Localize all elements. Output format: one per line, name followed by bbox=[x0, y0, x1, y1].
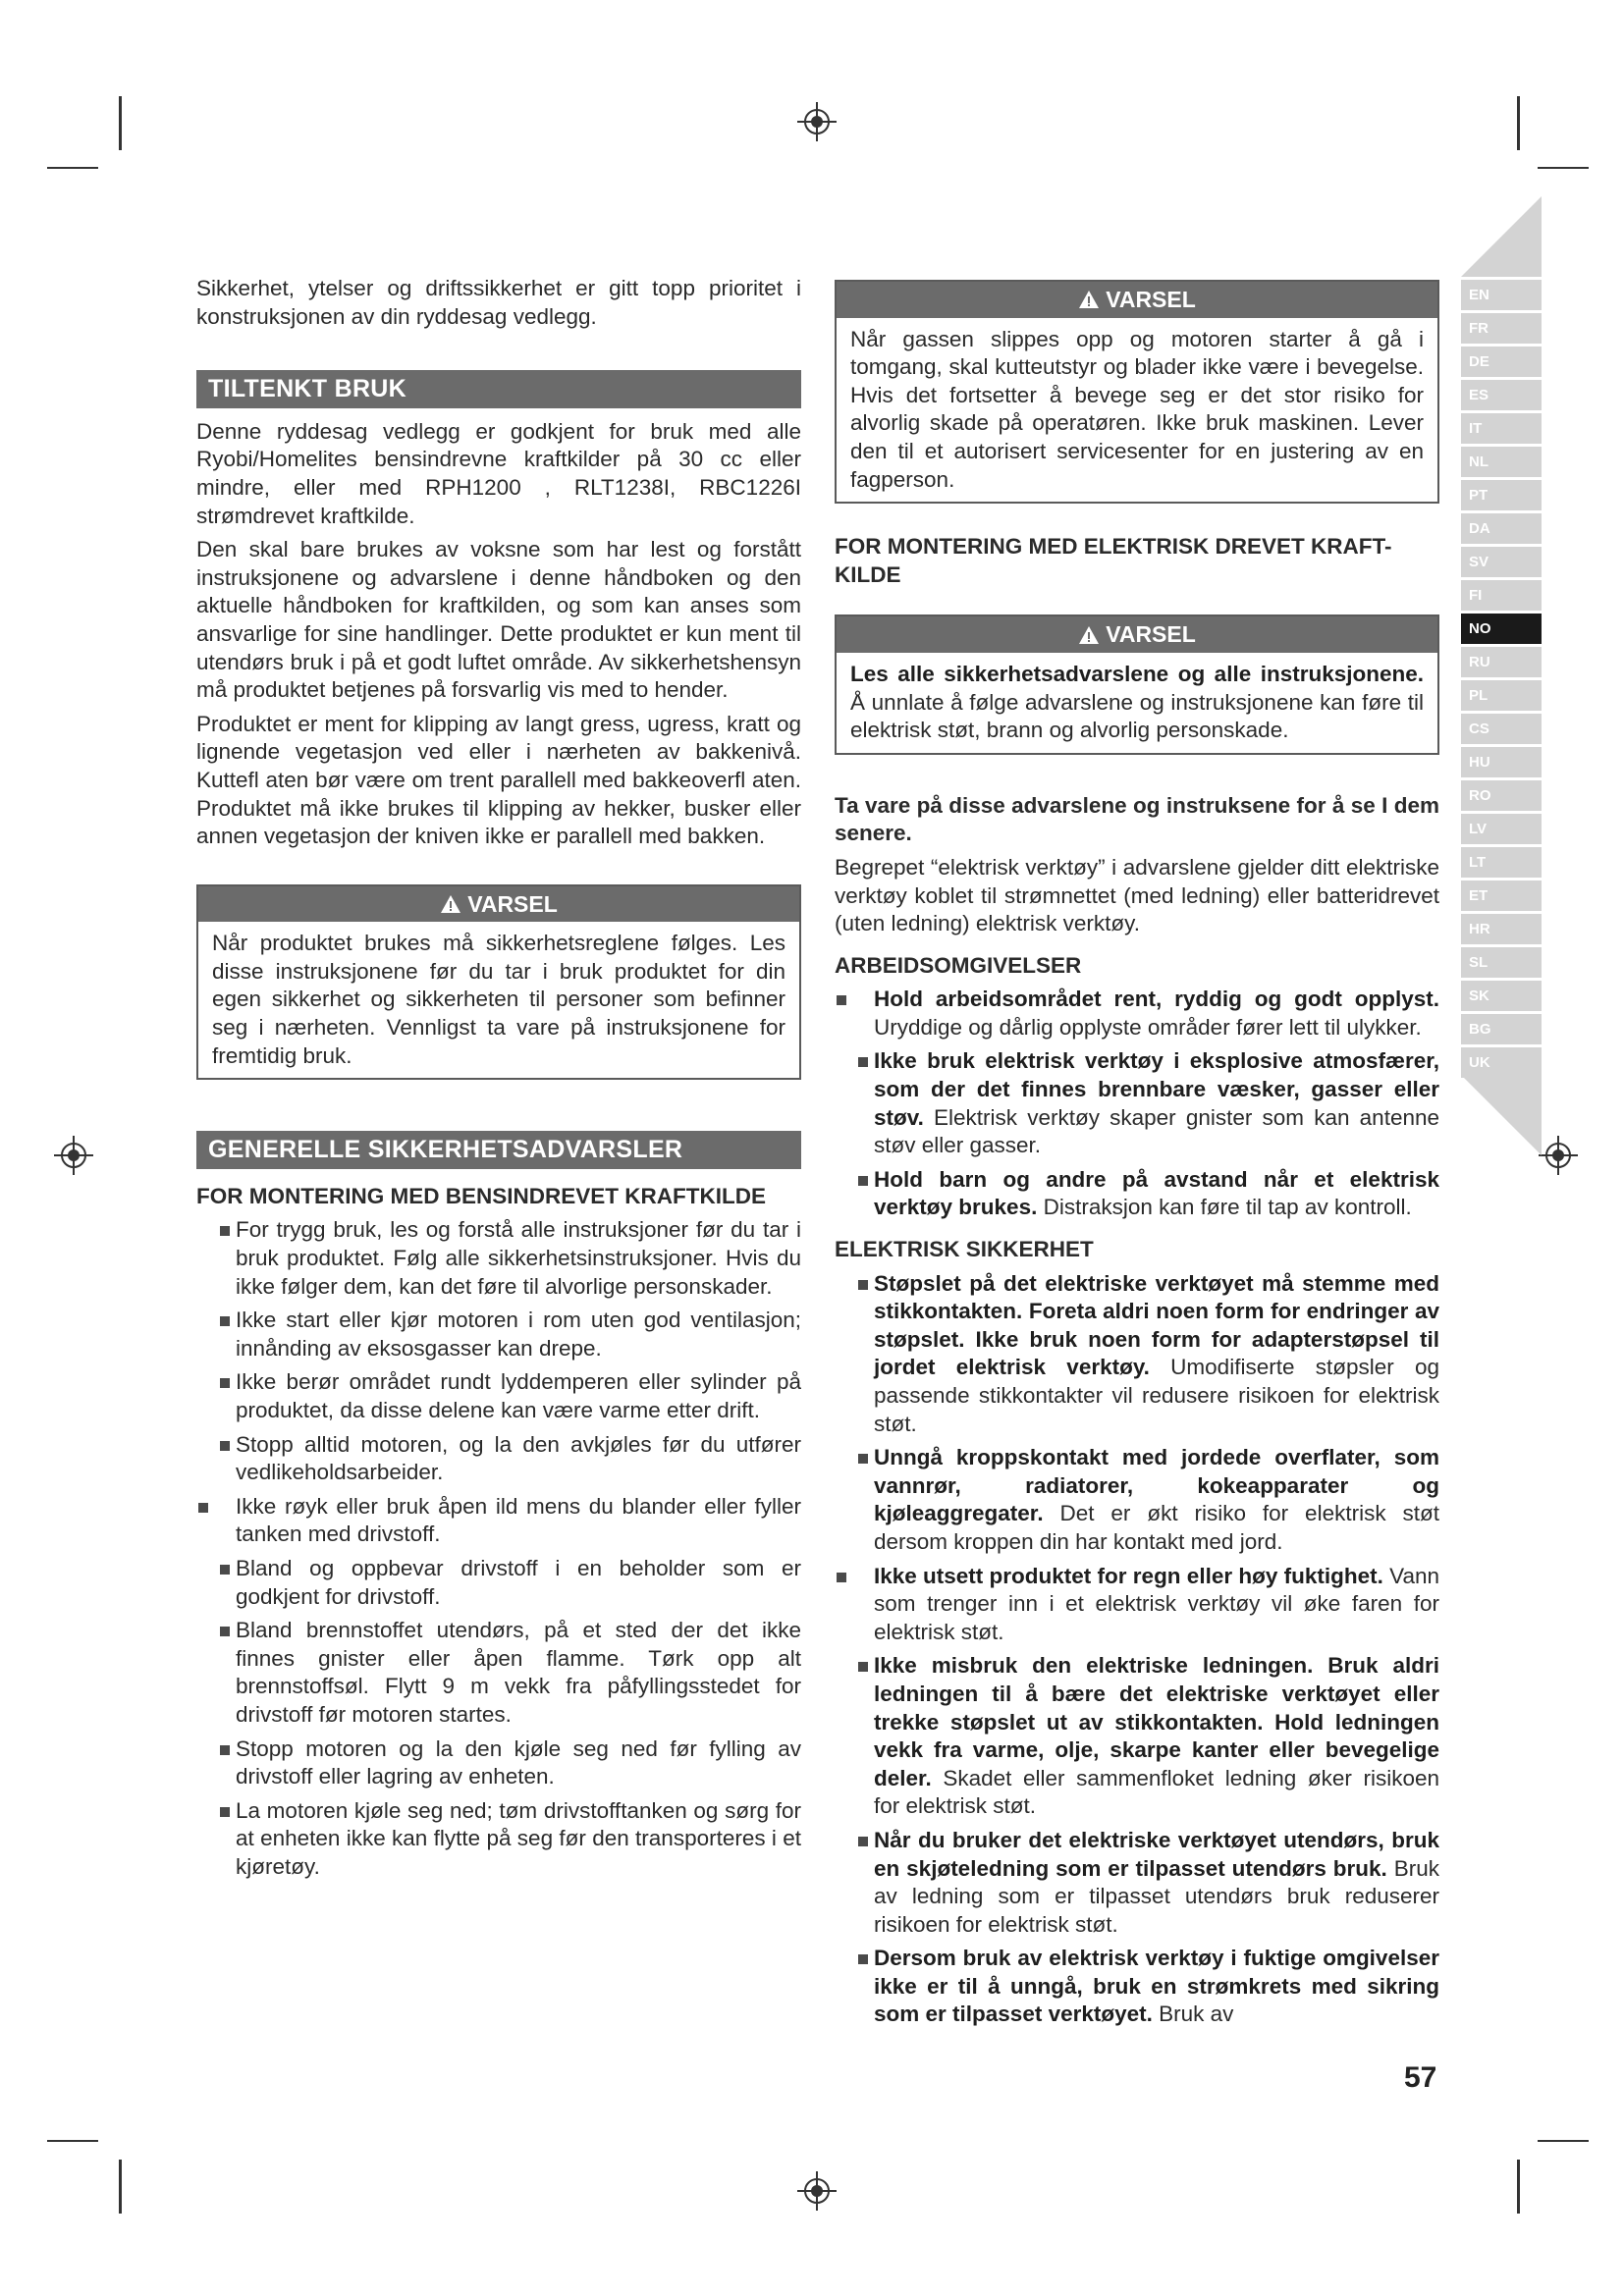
language-tab-bottom-triangle bbox=[1461, 1075, 1542, 1155]
list-item bbox=[835, 1945, 1439, 2029]
warning-header bbox=[198, 886, 799, 923]
language-tab-uk[interactable]: UK bbox=[1461, 1047, 1542, 1078]
list-item-bold: Hold arbeidsområdet rent, ryddig og godt opplyst. bbox=[874, 987, 1439, 1012]
list-item-text: La motoren kjøle seg ned; tøm drivstofftanken og sørg for at enheten ikke kan flytte på seg før den transporteres i et kjøretøy. bbox=[236, 1797, 801, 1879]
list-item bbox=[835, 1166, 1439, 1222]
list-item-text: Vann som trenger inn i et elektrisk verktøy vil øke faren for elektrisk støt. bbox=[874, 1563, 1439, 1644]
list-item bbox=[196, 1307, 801, 1362]
warning-text: Når gassen slippes opp og motoren starter å gå i tomgang, skal kutteutstyr og blader ikke være i bevegelse. Hvis det fortsetter å bevege seg er det stor risiko for alvorlig skade på operatøren. Ikke bruk maskinen. Lever den til et autorisert servicesenter for en justering av en fagperson. bbox=[850, 326, 1424, 492]
warning-box bbox=[196, 884, 801, 1081]
bullet-icon bbox=[220, 1565, 230, 1575]
list-item bbox=[196, 1797, 801, 1882]
tiltenkt-p3: Produktet er ment for klipping av langt gress, ugress, kratt og lignende vegetasjon ved eller i nærheten av bakkenivå. Kuttefl aten bør være om trent parallell med bakkeoverfl aten. Produktet må ikke brukes til klipping av hekker, busker eller annen vegetasjon der kniven ikke er parallell med bakken. bbox=[196, 711, 801, 849]
list-item-text: Distraksjon kan føre til tap av kontroll. bbox=[1037, 1195, 1412, 1220]
language-tab-top-triangle bbox=[1461, 196, 1542, 277]
language-tab-bg[interactable]: BG bbox=[1461, 1014, 1542, 1044]
list-item-bold: Ikke misbruk den elektriske ledningen. Bruk aldri ledningen til å bære det elektriske verktøyet eller trekke støpslet ut av stikkontakten. Hold ledningen vekk fra varme, olje, skarpe kanter eller bevegelige deler. bbox=[874, 1653, 1439, 1790]
bullet-icon bbox=[837, 995, 846, 1005]
bullet-icon bbox=[837, 1573, 846, 1582]
list-item-text: Det er økt risiko for elektrisk støt dersom kroppen din har kontakt med jord. bbox=[874, 1501, 1439, 1554]
bullet-icon bbox=[858, 1057, 868, 1067]
language-tab-sk[interactable]: SK bbox=[1461, 981, 1542, 1011]
list-item-text: Bruk av ledning som er tilpasset utendørs bruk reduserer risikoen for elektrisk støt. bbox=[874, 1855, 1440, 1937]
language-tab-pl[interactable]: PL bbox=[1461, 680, 1542, 711]
list-item bbox=[835, 1444, 1439, 1556]
subhead-bensin: FOR MONTERING MED BENSINDREVET KRAFTKILDE bbox=[196, 1183, 767, 1208]
list-item-bold: Unngå kroppskontakt med jordede overflater, som vannrør, radiatorer, kokeapparater og kjøleaggregater. bbox=[874, 1445, 1439, 1526]
list-item-text: Uryddige og dårlig opplyste områder fører lett til ulykker. bbox=[874, 1014, 1422, 1040]
crop-mark bbox=[1517, 96, 1520, 150]
list-item bbox=[835, 1827, 1439, 1939]
language-tab-es[interactable]: ES bbox=[1461, 380, 1542, 410]
warning-text: Når produktet brukes må sikkerhetsreglene følges. Les disse instruksjonene før du tar i bruk produktet for din egen sikkerhet og sikkerheten til personer som befinner seg i nærheten. Vennligst ta vare på instruksjonene for fremtidig bruk. bbox=[212, 931, 785, 1068]
warning-header bbox=[837, 616, 1437, 653]
list-item-text: Stopp motoren og la den kjøle seg ned før fylling av drivstoff eller lagring av enheten. bbox=[236, 1735, 801, 1789]
warning-header bbox=[837, 282, 1437, 318]
list-item bbox=[196, 1735, 801, 1791]
bullet-icon bbox=[220, 1378, 230, 1388]
tavare-text: Ta vare på disse advarslene og instruksene for å se I dem senere. bbox=[835, 792, 1439, 846]
subhead-elsikk: ELEKTRISK SIKKERHET bbox=[835, 1237, 1094, 1262]
list-item-text: Stopp alltid motoren, og la den avkjøles før du utfører vedlikeholdsarbeider. bbox=[236, 1431, 801, 1485]
list-item bbox=[835, 986, 1439, 1041]
tiltenkt-p1: Denne ryddesag vedlegg er godkjent for bruk med alle Ryobi/Homelites bensindrevne kraftkilder på 30 cc eller mindre, eller med RPH1200 , RLT1238I, RBC1226I strømdrevet kraftkilde. bbox=[196, 418, 801, 528]
language-tab-en[interactable]: EN bbox=[1461, 280, 1542, 310]
warning-label: VARSEL bbox=[467, 890, 558, 917]
language-tab-da[interactable]: DA bbox=[1461, 513, 1542, 544]
warning-triangle-icon bbox=[1078, 290, 1100, 309]
language-tab-nl[interactable]: NL bbox=[1461, 447, 1542, 477]
list-item bbox=[196, 1555, 801, 1611]
crop-mark bbox=[47, 167, 98, 169]
section-title-generelle: GENERELLE SIKKERHETSADVARSLER bbox=[196, 1131, 801, 1169]
language-tab-et[interactable]: ET bbox=[1461, 881, 1542, 911]
language-tab-it[interactable]: IT bbox=[1461, 413, 1542, 444]
list-item-text: Ikke røyk eller bruk åpen ild mens du blander eller fyller tanken med drivstoff. bbox=[236, 1493, 801, 1547]
bullet-icon bbox=[858, 1280, 868, 1290]
list-item-text: Ikke start eller kjør motoren i rom uten god ventilasjon; innånding av eksosgasser kan drepe. bbox=[236, 1308, 801, 1361]
registration-mark-icon bbox=[795, 2169, 839, 2213]
warning-box bbox=[835, 614, 1439, 754]
list-item bbox=[835, 1563, 1439, 1647]
subhead-elektrisk: FOR MONTERING MED ELEKTRISK DREVET KRAFT-KILDE bbox=[835, 534, 1392, 587]
list-item-text: Ikke berør området rundt lyddemperen eller sylinder på produktet, da disse delene kan være varme etter drift. bbox=[236, 1369, 801, 1422]
crop-mark bbox=[119, 96, 122, 150]
language-tab-hu[interactable]: HU bbox=[1461, 747, 1542, 777]
bullet-icon bbox=[220, 1745, 230, 1755]
list-item-text: Skadet eller sammenfloket ledning øker risikoen for elektrisk støt. bbox=[874, 1765, 1439, 1819]
page-number: 57 bbox=[1404, 2061, 1437, 2094]
list-item-text: Bruk av bbox=[1152, 2002, 1234, 2027]
bullet-icon bbox=[198, 1503, 208, 1513]
right-column bbox=[835, 280, 1439, 2035]
list-item bbox=[835, 1270, 1439, 1439]
crop-mark bbox=[1517, 2160, 1520, 2214]
language-tab-lt[interactable]: LT bbox=[1461, 847, 1542, 878]
crop-mark bbox=[1538, 2140, 1589, 2142]
crop-mark bbox=[119, 2160, 122, 2214]
language-tab-cs[interactable]: CS bbox=[1461, 714, 1542, 744]
list-item bbox=[835, 1652, 1439, 1821]
warning-text bbox=[850, 661, 1424, 745]
language-tab-fi[interactable]: FI bbox=[1461, 580, 1542, 611]
language-tab-ru[interactable]: RU bbox=[1461, 647, 1542, 677]
list-item bbox=[835, 1047, 1439, 1159]
list-item bbox=[196, 1617, 801, 1729]
bullet-icon bbox=[220, 1627, 230, 1636]
bullet-icon bbox=[220, 1441, 230, 1451]
bullet-icon bbox=[858, 1662, 868, 1672]
language-tab-pt[interactable]: PT bbox=[1461, 480, 1542, 510]
crop-mark bbox=[47, 2140, 98, 2142]
elsikk-list bbox=[835, 1270, 1439, 2029]
list-item-bold: Ikke utsett produktet for regn eller høy fuktighet. bbox=[874, 1563, 1383, 1588]
bullet-icon bbox=[858, 1954, 868, 1964]
list-item-text: For trygg bruk, les og forstå alle instruksjoner før du tar i bruk produktet. Følg alle sikkerhetsinstruksjoner. Hvis du ikke følger dem, kan det føre til alvorlige personskader. bbox=[236, 1217, 801, 1299]
warning-label: VARSEL bbox=[1106, 287, 1196, 312]
list-item-text: Bland og oppbevar drivstoff i en beholder som er godkjent for drivstoff. bbox=[236, 1555, 801, 1609]
arbeid-list bbox=[835, 986, 1439, 1222]
bullet-icon bbox=[858, 1454, 868, 1464]
bensin-safety-list bbox=[196, 1216, 801, 1881]
language-tab-de[interactable]: DE bbox=[1461, 347, 1542, 377]
language-tab-fr[interactable]: FR bbox=[1461, 313, 1542, 344]
list-item-text: Elektrisk verktøy skaper gnister som kan antenne støv eller gasser. bbox=[874, 1104, 1439, 1158]
language-tab-sl[interactable]: SL bbox=[1461, 947, 1542, 978]
list-item-text: Umodifiserte støpsler og passende stikkontakter vil redusere risikoen for elektrisk støt. bbox=[874, 1355, 1439, 1436]
warning-rest: Å unnlate å følge advarslene og instruksjonene kan føre til elektrisk støt, brann og alvorlig personskade. bbox=[850, 689, 1424, 743]
intro-text: Sikkerhet, ytelser og driftssikkerhet er gitt topp prioritet i konstruksjonen av din ryddesag vedlegg. bbox=[196, 276, 801, 329]
list-item-bold: Hold barn og andre på avstand når et elektrisk verktøy brukes. bbox=[874, 1166, 1439, 1220]
registration-mark-icon bbox=[1537, 1134, 1580, 1177]
list-item-bold: Ikke bruk elektrisk verktøy i eksplosive atmosfærer, som der det finnes brennbare væsker, gasser eller støv. bbox=[874, 1048, 1439, 1130]
subhead-arbeid: ARBEIDSOMGIVELSER bbox=[835, 952, 1082, 978]
begrepet-text: Begrepet “elektrisk verktøy” i advarslene gjelder ditt elektriske verktøy koblet til strømnettet (med ledning) eller batteridrevet (uten ledning) elektrisk verktøy. bbox=[835, 854, 1439, 936]
left-column bbox=[196, 275, 801, 1888]
language-tab-lv[interactable]: LV bbox=[1461, 814, 1542, 844]
bullet-icon bbox=[220, 1807, 230, 1817]
language-tab-hr[interactable]: HR bbox=[1461, 914, 1542, 944]
registration-mark-icon bbox=[52, 1134, 95, 1177]
language-tab-ro[interactable]: RO bbox=[1461, 780, 1542, 811]
language-tab-sv[interactable]: SV bbox=[1461, 547, 1542, 577]
warning-triangle-icon bbox=[440, 894, 461, 914]
registration-mark-icon bbox=[795, 100, 839, 143]
list-item bbox=[196, 1216, 801, 1301]
language-tab-no[interactable]: NO bbox=[1461, 614, 1542, 644]
tiltenkt-p2: Den skal bare brukes av voksne som har lest og forstått instruksjonene og advarslene i denne håndboken og den aktuelle håndboken for kraftkilden, og som kan anses som ansvarlige for sine handlinger. Dette produktet er kun ment til utendørs bruk i på et godt luftet område. Av sikkerhetshensyn må produktet betjenes på forsvarlig vis med to hender. bbox=[196, 537, 801, 703]
list-item-bold: Støpslet på det elektriske verktøyet må stemme med stikkontakten. Foreta aldri noen form for endringer av støpslet. Ikke bruk noen form for adapterstøpsel til jordet elektrisk verktøy. bbox=[874, 1270, 1439, 1380]
list-item-text: Bland brennstoffet utendørs, på et sted der det ikke finnes gnister eller åpen flamme. Tørk opp alt brennstoffsøl. Flytt 9 m vekk fra påfyllingsstedet for drivstoff før motoren startes. bbox=[236, 1618, 801, 1727]
list-item bbox=[196, 1431, 801, 1487]
section-title-tiltenkt: TILTENKT BRUK bbox=[196, 370, 801, 408]
bullet-icon bbox=[858, 1837, 868, 1846]
crop-mark bbox=[1538, 167, 1589, 169]
warning-box bbox=[835, 280, 1439, 504]
bullet-icon bbox=[858, 1176, 868, 1186]
list-item bbox=[196, 1368, 801, 1424]
warning-label: VARSEL bbox=[1106, 621, 1196, 648]
list-item-bold: Når du bruker det elektriske verktøyet utendørs, bruk en skjøteledning som er tilpasset utendørs bruk. bbox=[874, 1827, 1439, 1881]
bullet-icon bbox=[220, 1316, 230, 1326]
warning-bold: Les alle sikkerhetsadvarslene og alle instruksjonene. bbox=[850, 661, 1424, 686]
bullet-icon bbox=[220, 1226, 230, 1236]
list-item bbox=[196, 1493, 801, 1549]
list-item-bold: Dersom bruk av elektrisk verktøy i fuktige omgivelser ikke er til å unngå, bruk en strømkrets med sikring som er tilpasset verktøyet. bbox=[874, 1946, 1439, 2027]
warning-triangle-icon bbox=[1078, 625, 1100, 645]
